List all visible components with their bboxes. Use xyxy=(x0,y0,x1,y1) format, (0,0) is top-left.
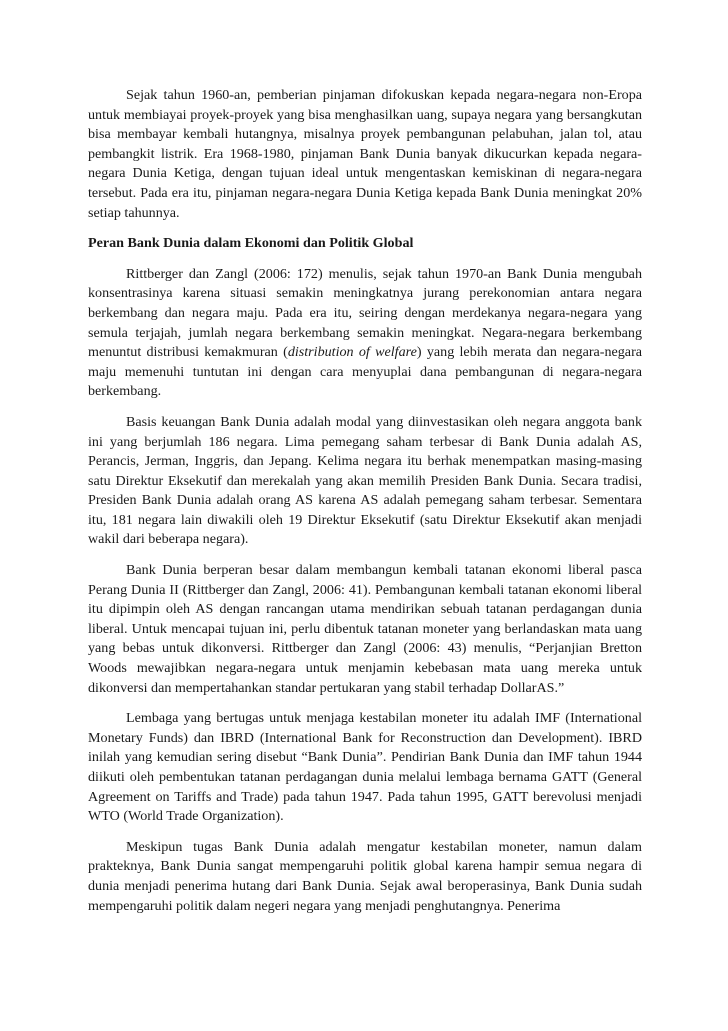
document-body xyxy=(88,86,642,916)
paragraph-6: Meskipun tugas Bank Dunia adalah mengatur kestabilan moneter, namun dalam prakteknya, Bank Dunia sangat mempengaruhi politik global karena hampir semua negara di dunia menjadi penerima hutang dari Bank Dunia. Sejak awal beroperasinya, Bank Dunia sudah mempengaruhi politik dalam negeri negara yang menjadi penghutangnya. Penerima xyxy=(88,838,642,914)
paragraph-3: Basis keuangan Bank Dunia adalah modal yang diinvestasikan oleh negara anggota bank ini yang berjumlah 186 negara. Lima pemegang saham terbesar di Bank Dunia adalah AS, Perancis, Jerman, Inggris, dan Jepang. Kelima negara itu berhak menempatkan masing-masing satu Direktur Eksekutif dan merekalah yang akan memilih Presiden Bank Dunia. Secara tradisi, Presiden Bank Dunia adalah orang AS karena AS adalah pemegang saham terbesar. Sementara itu, 181 negara lain diwakili oleh 19 Direktur Eksekutif (satu Direktur Eksekutif akan menjadi wakil dari beberapa negara). xyxy=(88,413,642,548)
paragraph-2-italic-term: distribution of welfare xyxy=(287,344,417,361)
paragraph-5: Lembaga yang bertugas untuk menjaga kestabilan moneter itu adalah IMF (International Monetary Funds) dan IBRD (International Bank for Reconstruction dan Development). IBRD inilah yang kemudian sering disebut “Bank Dunia”. Pendirian Bank Dunia dan IMF tahun 1944 diikuti oleh pembentukan tatanan perdagangan dunia melalui lembaga bernama GATT (General Agreement on Tariffs and Trade) pada tahun 1947. Pada tahun 1995, GATT berevolusi menjadi WTO (World Trade Organization). xyxy=(88,710,642,825)
section-heading: Peran Bank Dunia dalam Ekonomi dan Politik Global xyxy=(88,235,414,252)
paragraph-2-text-end: ) yang lebih merata dan negara-negara maju memenuhi tuntutan ini dengan cara menyuplai dana pembangunan di negara-negara berkembang. xyxy=(88,344,643,400)
paragraph-4: Bank Dunia berperan besar dalam membangun kembali tatanan ekonomi liberal pasca Perang Dunia II (Rittberger dan Zangl, 2006: 41). Pembangunan kembali tatanan ekonomi liberal itu dipimpin oleh AS dengan rancangan utama mendirikan sebuah tatanan perdagangan dunia liberal. Untuk mencapai tujuan ini, perlu dibentuk tatanan moneter yang berlandaskan mata uang yang bebas untuk dikonversi. Rittberger dan Zangl (2006: 43) menulis, “Perjanjian Bretton Woods mewajibkan negara-negara untuk menjamin kebebasan mata uang mereka untuk dikonversi dan mempertahankan standar pertukaran yang stabil terhadap DollarAS.” xyxy=(88,562,642,696)
paragraph-2-text-start: Rittberger dan Zangl (2006: 172) menulis, sejak tahun 1970-an Bank Dunia mengubah konsentrasinya karena situasi semakin meningkatnya jurang perekonomian antara negara berkembang dan negara maju. Pada era itu, seiring dengan merdekanya negara-negara yang semula terjajah, jumlah negara berkembang semakin meningkat. Negara-negara berkembang menuntut distribusi kemakmuran ( xyxy=(88,265,642,361)
paragraph-2 xyxy=(88,265,642,402)
paragraph-1: Sejak tahun 1960-an, pemberian pinjaman difokuskan kepada negara-negara non-Eropa untuk membiayai proyek-proyek yang bisa menghasilkan uang, supaya negara yang bersangkutan bisa membayar kembali hutangnya, misalnya proyek pembangunan pelabuhan, jalan tol, atau pembangkit listrik. Era 1968-1980, pinjaman Bank Dunia banyak dikucurkan kepada negara-negara Dunia Ketiga, dengan tujuan ideal untuk mengentaskan kemiskinan di negara-negara tersebut. Pada era itu, pinjaman negara-negara Dunia Ketiga kepada Bank Dunia meningkat 20% setiap tahunnya. xyxy=(88,87,642,221)
